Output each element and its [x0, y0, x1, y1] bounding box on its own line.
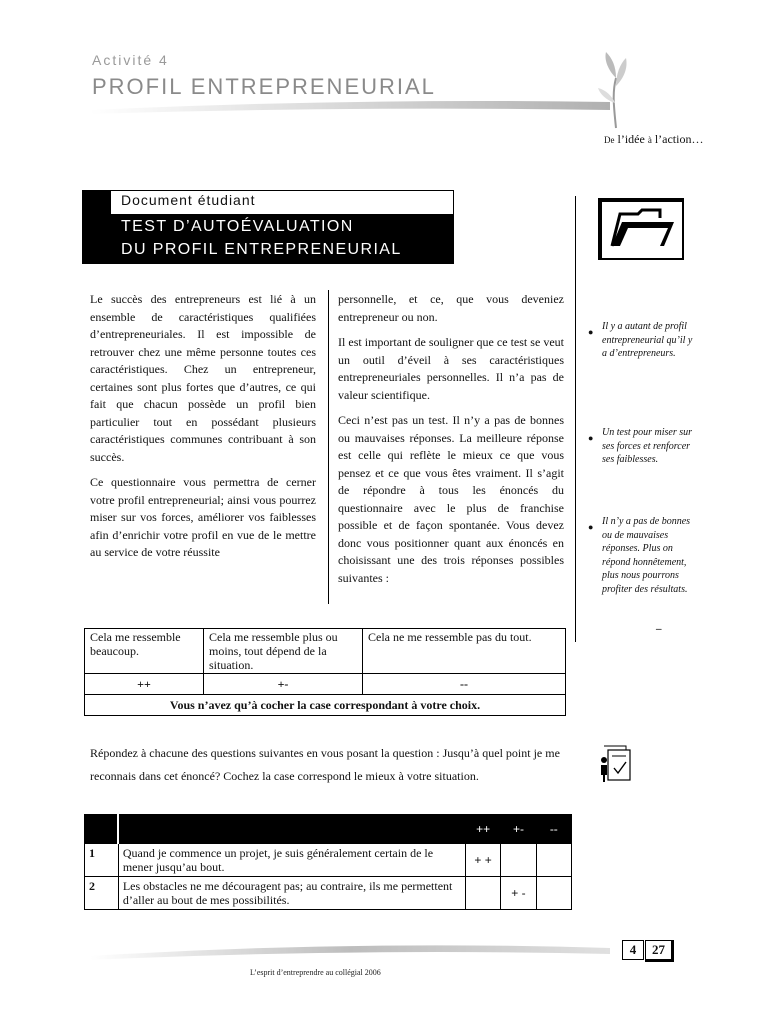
option-cell: Cela me ressemble beaucoup. [85, 629, 204, 674]
footer-text: L’esprit d’entreprendre au collégial 2006 [250, 968, 381, 977]
document-box-black-bar [82, 190, 111, 264]
intro-paragraph: Le succès des entrepreneurs est lié à un ensemble de caractéristiques qualifiées d’entrepreneuriales. Il est impossible de retrouver chez une même personne toutes ces caractéristiques. Chez un entrepreneur, certaines sont plus fortes que d’autres, ce qui fait que chacun possède un profil bien particulier tout en possédant plusieurs caractéristiques communes contribuant à son succès. [90, 292, 316, 464]
option-cell: Cela me ressemble plus ou moins, tout dépend de la situation. [204, 629, 363, 674]
tagline [604, 132, 703, 147]
header-statement-cell [118, 815, 465, 844]
header-num-cell [85, 815, 119, 844]
folder-icon [598, 198, 684, 260]
tagline-a: à [647, 135, 652, 145]
question-text: Les obstacles ne me découragent pas; au contraire, ils me permettent d’aller au bout de mes possibilités. [118, 877, 465, 910]
instructions-text: Répondez à chacune des questions suivantes en vous posant la question : Jusqu’à quel point je me reconnais dans cet énoncé? Cochez la case correspond le mieux à votre situation. [90, 746, 560, 783]
margin-rule [575, 196, 576, 642]
intro-right-column [338, 291, 564, 595]
tagline-idee: l’idée [617, 132, 645, 146]
checklist-document-icon [596, 744, 632, 784]
option-cell: Cela ne me ressemble pas du tout. [363, 629, 566, 674]
header-minus-minus: -- [536, 815, 571, 844]
sidebar-note: Il y a autant de profil entrepreneurial qu’il y a d’entrepreneurs. [602, 321, 693, 359]
table-row [85, 629, 566, 674]
document-title-line1: TEST D’AUTOÉVALUATION [121, 218, 354, 235]
sidebar-note: Un test pour miser sur ses forces et renforcer ses faiblesses. [602, 427, 693, 465]
page-number: 4 [622, 940, 644, 960]
table-row [85, 695, 566, 716]
header-plus-minus: +- [501, 815, 536, 844]
document-title-line2: DU PROFIL ENTREPRENEURIAL [121, 241, 402, 258]
intro-paragraph: Il est important de souligner que ce test se veut un outil d’éveil à ses caractéristiques entrepreneuriales personnelles. Il n’a pas de valeur scientifique. [338, 335, 564, 402]
sidebar-note: Il n’y a pas de bonnes ou de mauvaises réponses. Plus on répond honnêtement, plus nous pourrons profiter des résultats. [602, 516, 691, 595]
table-row [85, 844, 572, 877]
table-header-row [85, 815, 572, 844]
sidebar-dash: – [656, 623, 662, 635]
activity-label: Activité 4 [92, 52, 169, 68]
answer-checkbox-minus-minus[interactable] [536, 877, 571, 910]
answer-checkbox-plus-plus[interactable]: + + [465, 844, 500, 877]
response-options-table [84, 628, 566, 716]
answer-checkbox-plus-minus[interactable] [501, 844, 536, 877]
intro-left-column [90, 291, 316, 570]
question-number: 1 [85, 844, 119, 877]
tagline-de: De [604, 135, 615, 145]
question-text: Quand je commence un projet, je suis généralement certain de le mener jusqu’au bout. [118, 844, 465, 877]
table-row [85, 674, 566, 695]
sidebar-note-bullet: ● [588, 522, 594, 532]
document-label: Document étudiant [121, 192, 256, 208]
header-swoosh-graphic [90, 96, 610, 118]
answer-checkbox-plus-plus[interactable] [465, 877, 500, 910]
intro-paragraph: personnelle, et ce, que vous deveniez entrepreneur ou non. [338, 292, 564, 324]
answer-checkbox-plus-minus[interactable]: + - [501, 877, 536, 910]
code-cell: -- [363, 674, 566, 695]
sidebar-note-bullet: ● [588, 327, 594, 337]
table-row [85, 877, 572, 910]
answer-checkbox-minus-minus[interactable] [536, 844, 571, 877]
table-note: Vous n’avez qu’à cocher la case correspondant à votre choix. [85, 695, 566, 716]
plant-logo-icon [586, 48, 646, 130]
page-total: 27 [645, 940, 674, 962]
sidebar-note-bullet: ● [588, 433, 594, 443]
question-number: 2 [85, 877, 119, 910]
footer-swoosh-graphic [90, 940, 610, 962]
column-divider [328, 290, 329, 604]
code-cell: ++ [85, 674, 204, 695]
questionnaire-table [84, 814, 572, 910]
page-title: PROFIL ENTREPRENEURIAL [92, 74, 436, 99]
header-plus-plus: ++ [465, 815, 500, 844]
tagline-action: l’action… [654, 132, 704, 146]
code-cell: +- [204, 674, 363, 695]
intro-paragraph: Ceci n’est pas un test. Il n’y a pas de bonnes ou mauvaises réponses. La meilleure réponse est celle qui reflète le mieux ce que vous pensez et ce que vous êtes vraiment. Il s’agit de répondre à tous les énoncés du questionnaire avec le plus de franchise possible et de façon spontanée. Vous devez donc vous positionner quant aux énoncés en choisissant une des trois réponses possibles suivantes : [338, 413, 564, 585]
intro-paragraph: Ce questionnaire vous permettra de cerner votre profil entrepreneurial; ainsi vous pourrez miser sur vos forces, améliorer vos faiblesses afin d’enrichir votre profil en vue de le mettre au service de votre réussite [90, 475, 316, 559]
